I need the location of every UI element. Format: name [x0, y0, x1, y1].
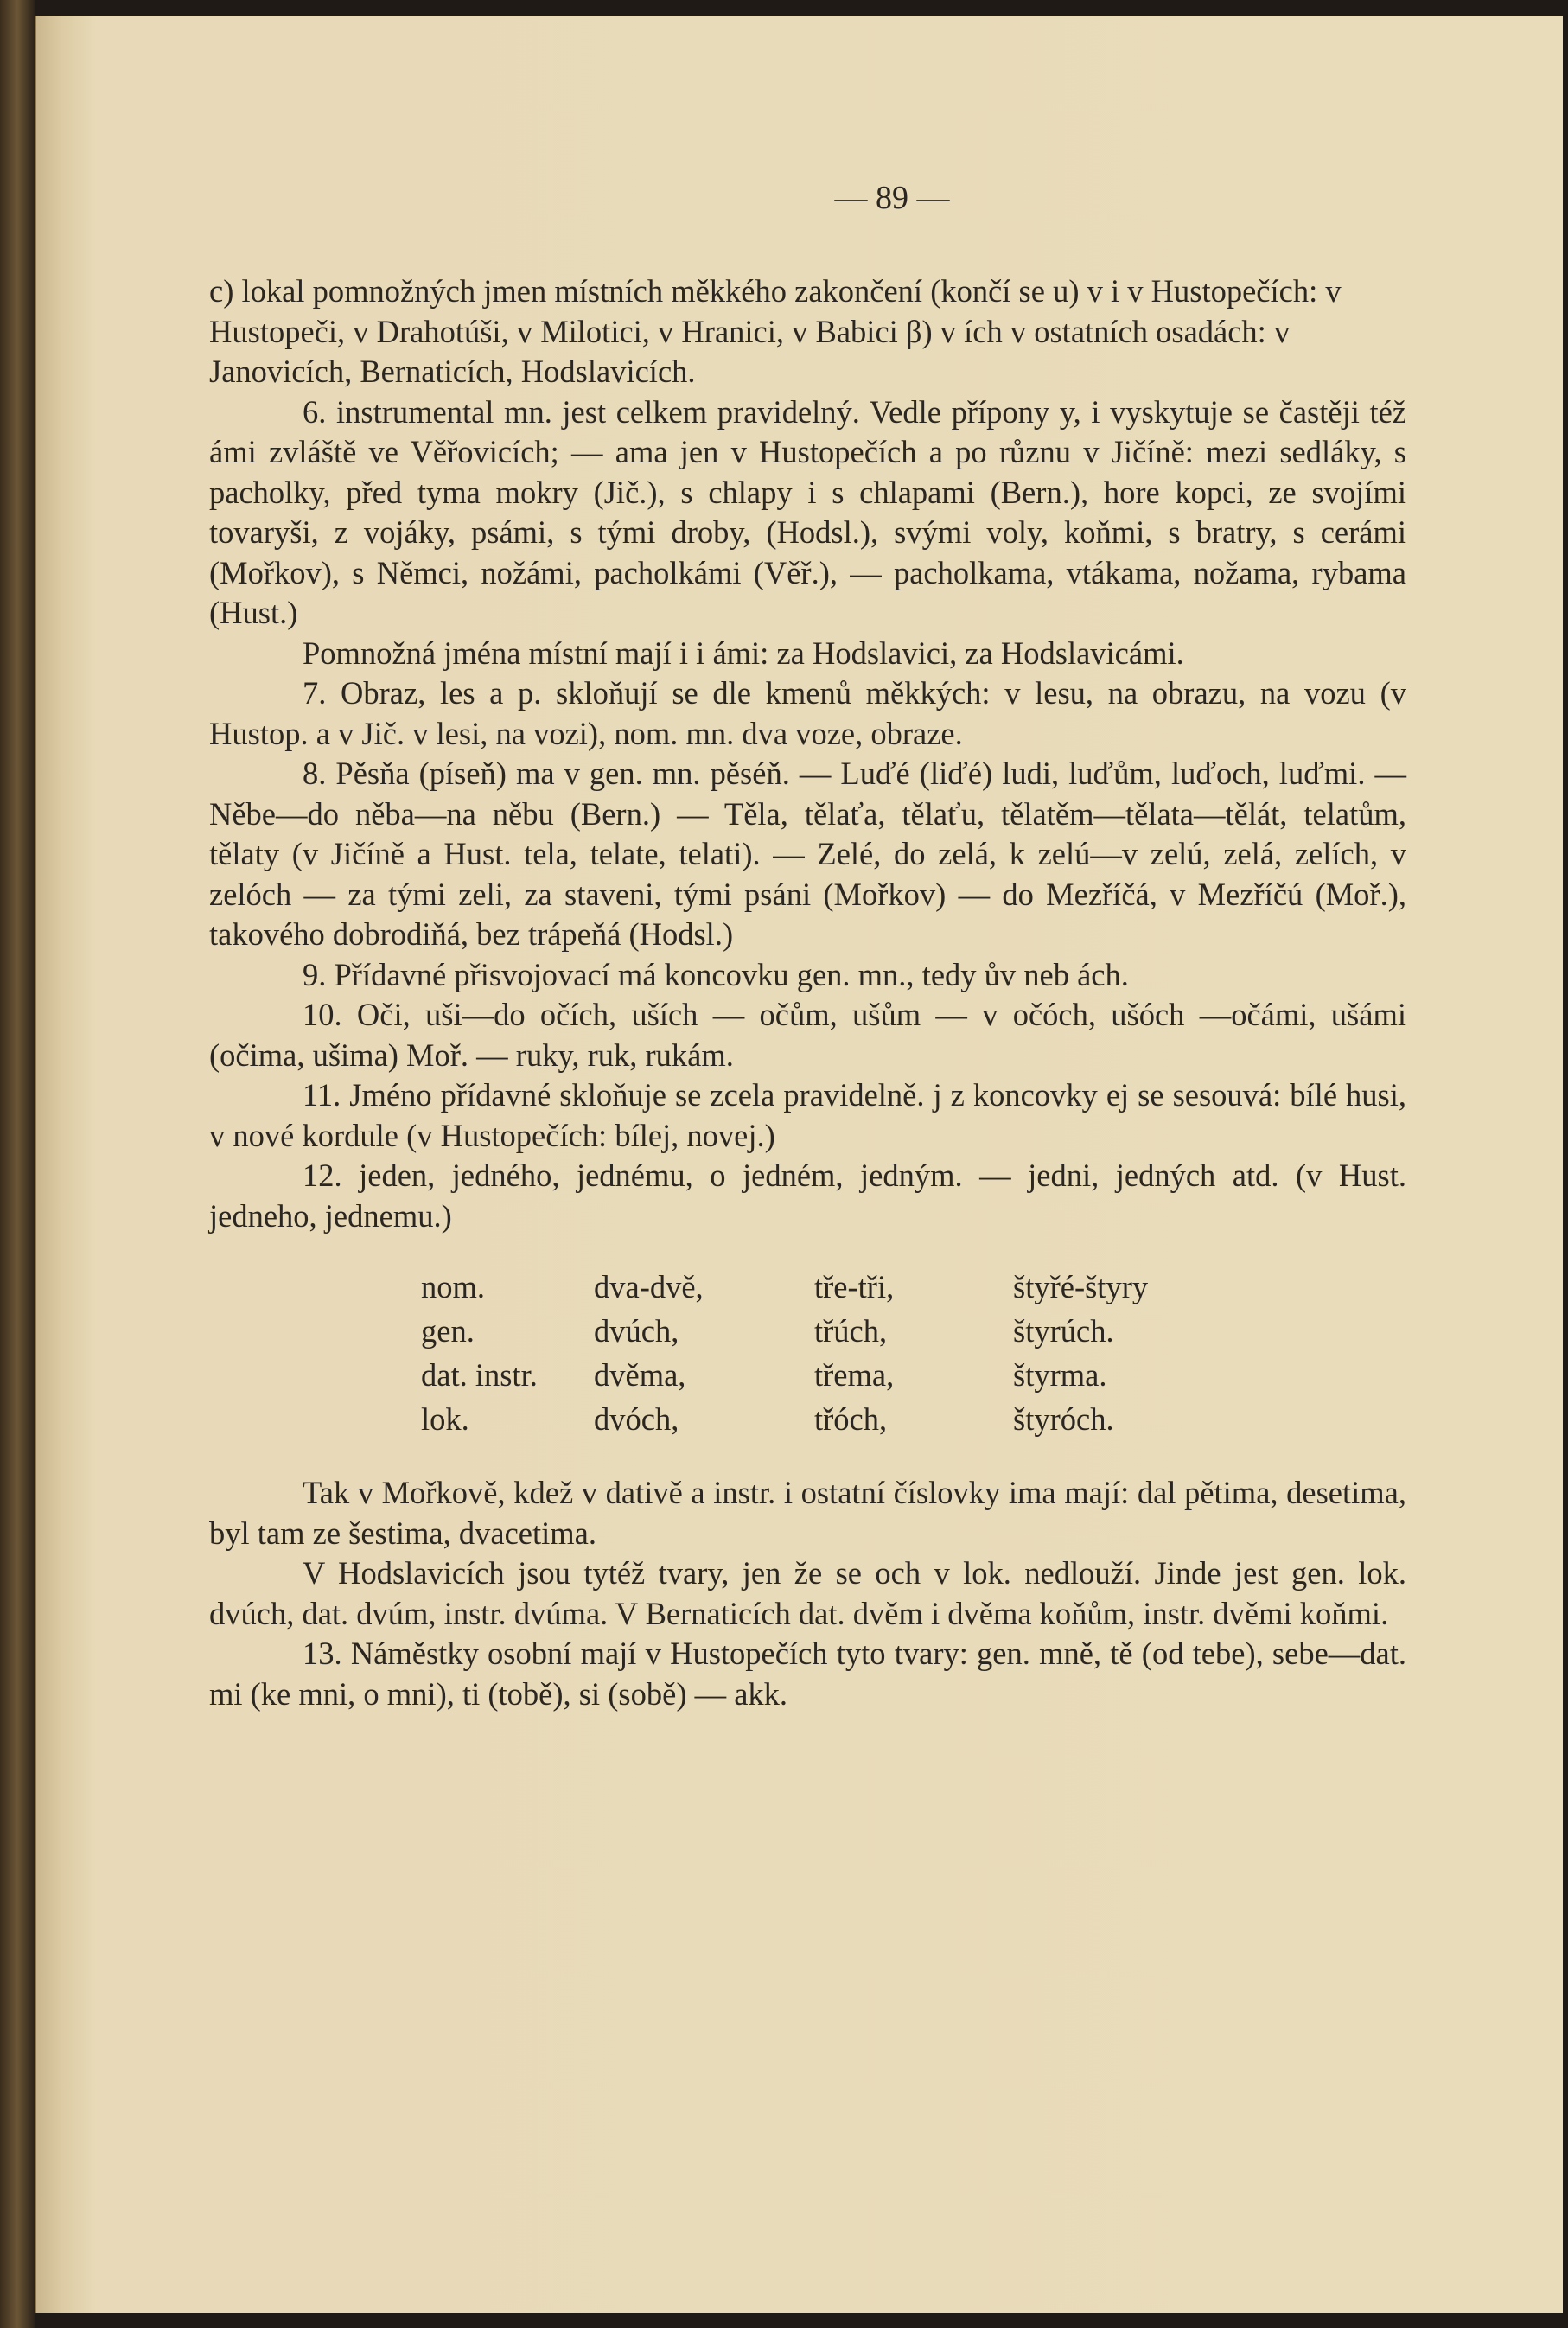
paragraph-hodslavice: V Hodslavicích jsou tytéž tvary, jen že se och v lok. nedlouží. Jinde jest gen. lok. dvúch, dat. dvúm, instr. dvúma. V Bernaticích dat. dvěm i dvěma koňům, instr. dvěmi koňmi. — [209, 1555, 1406, 1631]
table-row — [421, 1355, 1238, 1400]
form-two: dvúch, — [594, 1313, 679, 1349]
paragraph-11: 11. Jméno přídavné skloňuje se zcela pravidelně. j z koncovky ej se sesouvá: bílé husi, v nové kordule (v Hustopečích: bílej, novej.) — [209, 1077, 1406, 1153]
form-three: třóch, — [814, 1401, 888, 1437]
paragraph-pomnozna: Pomnožná jména místní mají i i ámi: za Hodslavici, za Hodslavicámi. — [303, 635, 1184, 671]
table-row — [421, 1267, 1238, 1311]
form-four: štyrma. — [1013, 1357, 1107, 1393]
paragraph-10: 10. Oči, uši—do očích, uších — očům, ušům — v očóch, ušóch —očámi, ušámi (očima, ušima) Moř. — ruky, ruk, rukám. — [209, 997, 1406, 1073]
form-three: tře-tři, — [814, 1269, 895, 1304]
page-body — [209, 271, 1406, 1714]
paragraph-c: c) lokal pomnožných jmen místních měkkého zakončení (končí se u) v i v Hustopečích: v Hustopeči, v Drahotúši, v Milotici, v Hranici, v Babici β) v ích v ostatních osadách: v Janovicích, Bernaticích, Hodslavicích. — [209, 273, 1342, 389]
book-page — [35, 16, 1563, 2313]
table-row — [421, 1311, 1238, 1355]
paragraph-12: 12. jeden, jedného, jednému, o jedném, jedným. — jedni, jedných atd. (v Hust. jedneho, jednemu.) — [209, 1158, 1406, 1234]
form-three: třema, — [814, 1357, 895, 1393]
paragraph-tak: Tak v Mořkově, kdež v dativě a instr. i ostatní číslovky ima mají: dal pětima, desetima, byl tam ze šestima, dvacetima. — [209, 1475, 1406, 1551]
numeral-paradigm-table — [421, 1267, 1238, 1444]
case-label: gen. — [421, 1313, 475, 1349]
form-four: štyróch. — [1013, 1401, 1114, 1437]
form-three: třúch, — [814, 1313, 888, 1349]
form-two: dva-dvě, — [594, 1269, 704, 1304]
form-four: štyřé-štyry — [1013, 1269, 1149, 1304]
case-label: dat. instr. — [421, 1357, 538, 1393]
form-four: štyrúch. — [1013, 1313, 1114, 1349]
case-label: lok. — [421, 1401, 469, 1437]
case-label: nom. — [421, 1269, 486, 1304]
table-row — [421, 1400, 1238, 1444]
paragraph-6: 6. instrumental mn. jest celkem pravidelný. Vedle přípony y, i vyskytuje se častěji též ámi zvláště ve Věřovicích; — ama jen v Hustopečích a po různu v Jičíně: mezi sedláky, s pacholky, před tyma mokry (Jič.), s chlapy i s chlapami (Bern.), hore kopci, ze svojími tovaryši, z vojáky, psámi, s tými droby, (Hodsl.), svými voly, koňmi, s bratry, s cerámi (Mořkov), s Němci, nožámi, pacholkámi (Věř.), — pacholkama, vtákama, nožama, rybama (Hust.) — [209, 393, 1406, 630]
form-two: dvóch, — [594, 1401, 679, 1437]
paragraph-9: 9. Přídavné přisvojovací má koncovku gen. mn., tedy ův neb ách. — [303, 956, 1129, 992]
paragraph-13: 13. Náměstky osobní mají v Hustopečích tyto tvary: gen. mně, tě (od tebe), sebe—dat. mi (ke mni, o mni), ti (tobě), si (sobě) — akk. — [209, 1636, 1406, 1712]
form-two: dvěma, — [594, 1357, 686, 1393]
page-number: — 89 — — [834, 180, 950, 216]
paragraph-7: 7. Obraz, les a p. skloňují se dle kmenů měkkých: v lesu, na obrazu, na vozu (v Hustop. a v Jič. v lesi, na vozi), nom. mn. dva voze, obraze. — [209, 675, 1406, 751]
paragraph-8: 8. Pěsňa (píseň) ma v gen. mn. pěséň. — Luďé (liďé) ludi, luďům, luďoch, luďmi. — Něbe—do něba—na něbu (Bern.) — Těla, tělaťa, tělaťu, tělatěm—tělata—tělát, telatům, tělaty (v Jičíně a Hust. tela, telate, telati). — Zelé, do zelá, k zelú—v zelú, zelá, zelích, v zelóch — za tými zeli, za staveni, tými psáni (Mořkov) — do Mezříčá, v Mezříčú (Moř.), takového dobrodiňá, bez trápeňá (Hodsl.) — [209, 756, 1406, 952]
book-gutter — [0, 0, 35, 2328]
